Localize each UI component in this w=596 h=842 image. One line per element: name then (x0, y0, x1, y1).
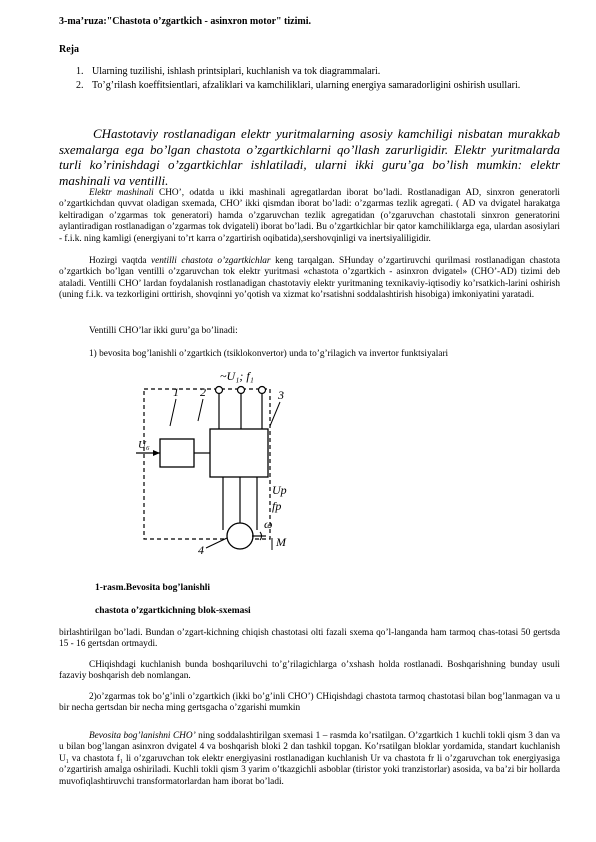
plan-item-number: 1. (76, 66, 84, 77)
term-valve-converters: ventilli chastota o’zgartkichlar (151, 256, 271, 266)
paragraph-simplified-scheme (59, 731, 560, 788)
label-block-2: 2 (200, 385, 206, 399)
plan-item (76, 66, 560, 79)
paragraph-direct-coupling: 1) bevosita bog’lanishli o’zgartkich (tsiklokonvertor) unda to’g’rilagich va invertor funktsiyalari (89, 349, 449, 359)
plan-item-text: To’g’rilash koeffitsientlari, afzaliklari va kamchiliklari, ularning energiya samaradorligini oshirish usullari. (92, 79, 521, 91)
speed-label: ω (264, 517, 273, 531)
paragraph-groups: Ventilli CHO’lar ikki guru’ga bo’linadi: (89, 326, 238, 336)
paragraph-electric-machine (59, 188, 560, 245)
input-arrow-icon (153, 450, 160, 456)
power-block-3 (210, 429, 268, 477)
motor-icon (227, 523, 253, 549)
control-block-1 (160, 439, 194, 467)
paragraph-text: ning soddalashtirilgan sxemasi 1 – rasmda ko’rsatilgan. O’zgartkich 1 kuchli tokli qism 3 dan va u bilan bog’langan asinxron dvigatel 4 va boshqarish bloki 2 dan tashkil topgan. Ko’rsatilgan bloklar yordamida, standart kuchlanish U₁ va chastota f₁ li o’zgaruvchan tok elektr energiyasini rostlanadigan kuchlanish Ur va chastota fr li o’zgaruvchan tok energiyasiga o’zgartirish amalga oshiriladi. Kuchli tokli qism 3 yarim o’tkazgichli asboblar (tiristor yoki tranzistorlar) asosida, va ba’zi bir hollarda muvofiqlashtiruvchi transformatorlardan ham iborat bo’ladi. (59, 731, 560, 787)
figure-caption-line1: 1-rasm.Bevosita bog’lanishli (95, 583, 211, 593)
paragraph-text: Hozirgi vaqtda (89, 256, 152, 266)
supply-terminal-icon (259, 387, 266, 394)
output-frequency-label: fp (272, 499, 282, 513)
block-diagram-figure (140, 366, 350, 566)
intro-paragraph: CHastotaviy rostlanadigan elektr yuritmalarning asosiy kamchiligi nisbatan murakkab sxemalarga ega bo’lgan chastota o’zgartkichlarni qo’llash zarurligidir. Elektr yuritmalarda turli ko’rinishdagi o’zgartkichlar ishlatiladi, ularni ikki guru’ga bo’lish mumkin: elektr mashinali va ventilli. (59, 126, 560, 188)
lecture-title: 3-ma’ruza:"Chastota o’zgartkich - asinxron motor" tizimi. (59, 16, 311, 27)
output-voltage-label: Up (272, 483, 287, 497)
motor-label: M (276, 535, 286, 549)
paragraph-dc-link: 2)o’zgarmas tok bo’g’inli o’zgartkich (ikki bo’g’inli CHO’) CHiqishdagi chastota tarmoq chastotasi bilan bog’lanmagan va u bir necha gertsdan bir necha ming gertsgacha o’zgarishi mumkin (59, 692, 560, 714)
label-block-3: 3 (278, 388, 284, 402)
plan-item-text: Ularning tuzilishi, ishlash printsiplari, kuchlanish va tok diagrammalari. (92, 66, 381, 77)
plan-list (76, 66, 560, 93)
paragraph-valve-converters (59, 256, 560, 302)
supply-label: ~U₁; f₁ (220, 369, 254, 383)
control-voltage-label: U₆ (138, 439, 150, 451)
term-electric-machine: Elektr mashinali (89, 188, 154, 198)
paragraph-output-frequency: birlashtirilgan bo’ladi. Bundan o’zgart-kichning chiqish chastotasi olti fazali sxema qo’l-langanda ham tarmoq chas-totasi 50 gertsda 15 - 16 gertsdan ortmaydi. (59, 628, 560, 650)
plan-item-number: 2. (76, 79, 84, 91)
term-direct-coupling: Bevosita bog’lanishni CHO’ (89, 731, 196, 741)
plan-item (76, 80, 560, 93)
paragraph-phase-control: CHiqishdagi kuchlanish bunda boshqariluvchi to’g’rilagichlarga o’xshash holda rostlanadi. Boshqarishning bunday usuli fazaviy boshqarish deb nomlangan. (59, 660, 560, 682)
supply-terminal-icon (216, 387, 223, 394)
figure-caption-line2: chastota o’zgartkichning blok-sxemasi (95, 606, 251, 616)
paragraph-text: CHO’, odatda u ikki mashinali agregatlardan iborat bo’ladi. Rostlanadigan AD, sinxron generatorli o’zgartkichdan quvvat oladigan sxemada, CHO’ ikki qismdan iborat bo’ladi: o’zgarmas tezlik agregati. ( AD va dvigatel harakatga keltiradigan o’zgarmas tok generatori) hamda o’zgaruvchan tezlik agregatidan (o’zgaruvchan chastotali sinxron generatorini aylantiradigan rostlanadigan o’zgarmas tok dvigateli) iborat bo’ladi. Bu o’zgartkichlar bir qator kamchiliklarga ega, ulardan asosiylari - f.i.k. ning kamligi (energiyani to’rt karra o’zgartirish oqibatida),sershovqinligi va inertsiyaliligidir. (59, 188, 560, 244)
label-motor-4: 4 (198, 543, 204, 557)
plan-heading: Reja (59, 44, 79, 55)
paragraph-text: keng tarqalgan. SHunday o’zgartiruvchi qurilmasi rostlanadigan chastota o’zgartkich bo’lgan ventilli o’zgaruvchan tok elektr yuritmasi «chastota o’zgartkich - asinxron dvigatel» (CHO’-AD) tizimi deb ataladi. Ventilli CHO’ lardan foydalanish rostlanadigan chastotaviy elektr yuritmaning texnikaviy-iqtisodiy ko’rsatkich-larini oshirish (uning f.i.k. va tezkorligini orttirish, shovqinni yo’qotish va xizmat ko’rsatishni soddalashtirish hisobiga) imkoniyatini yaratadi. (59, 256, 560, 301)
label-block-1: 1 (173, 385, 179, 399)
supply-terminal-icon (238, 387, 245, 394)
